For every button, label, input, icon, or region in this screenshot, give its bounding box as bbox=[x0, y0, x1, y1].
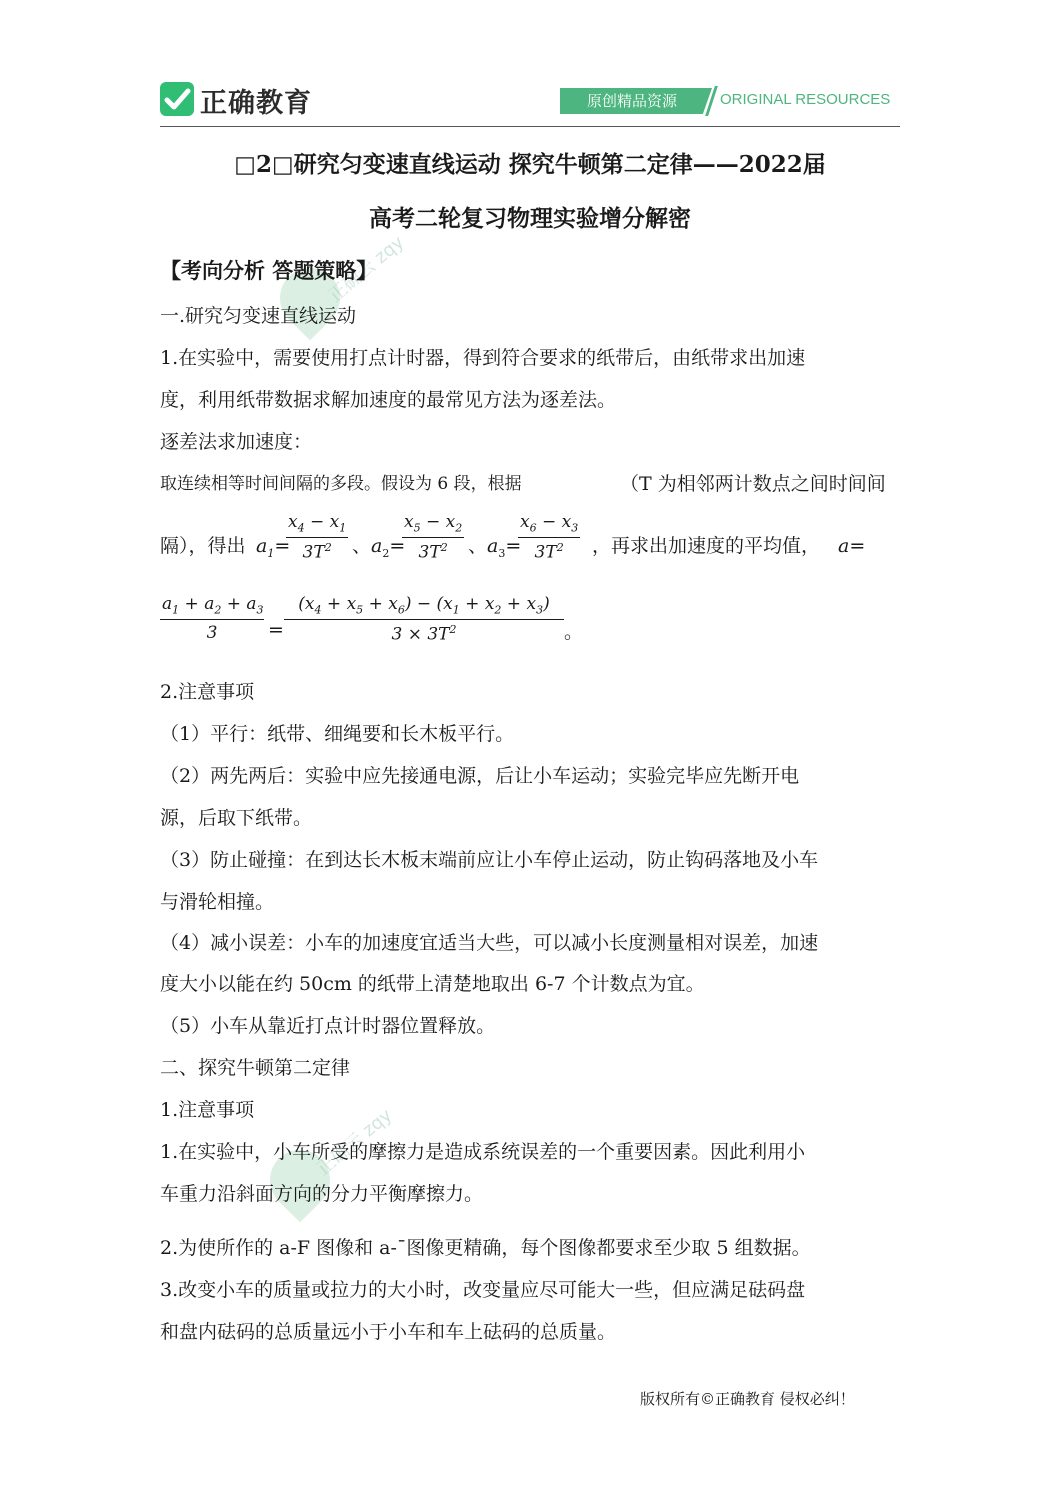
paragraph-line: 和盘内砝码的总质量远小于小车和车上砝码的总质量。 bbox=[160, 1321, 617, 1343]
banner-english-text: ORIGINAL RESOURCES bbox=[720, 91, 891, 108]
formula-separator: 、$a_2=$ bbox=[352, 535, 406, 560]
paragraph-line: 3.改变小车的质量或拉力的大小时，改变量应尽可能大一些，但应满足砝码盘 bbox=[160, 1279, 806, 1301]
logo-check-icon bbox=[160, 82, 194, 116]
part2-heading: 二、探究牛顿第二定律 bbox=[160, 1057, 351, 1079]
document-title-line1: □2□研究匀变速直线运动 探究牛顿第二定律——2022届 bbox=[234, 151, 826, 178]
paragraph-line: 2.为使所作的 a-F 图像和 a-¯图像更精确，每个图像都要求至少取 5 组数据。 bbox=[160, 1237, 811, 1259]
formula-big-fraction: $\frac{(x_4 + x_5 + x_6) - (x_1 + x_2 + x_3)}{3 \times 3T^2}$ bbox=[284, 594, 564, 645]
paragraph-line: 逐差法求加速度： bbox=[160, 431, 313, 453]
paragraph-line: 车重力沿斜面方向的分力平衡摩擦力。 bbox=[160, 1183, 484, 1205]
formula-separator: 、$a_3=$ bbox=[468, 535, 522, 560]
watermark-text: 正确云 zqy bbox=[312, 1104, 397, 1180]
note-item: 与滑轮相撞。 bbox=[160, 891, 275, 913]
notes-heading: 2.注意事项 bbox=[160, 681, 255, 703]
logo-text: 正确教育 bbox=[200, 88, 312, 119]
formula-a1-label: $a_1=$ bbox=[256, 535, 291, 560]
note-item: （2）两先两后：实验中应先接通电源，后让小车运动；实验完毕应先断开电 bbox=[160, 765, 800, 787]
note-item: 度大小以能在约 50cm 的纸带上清楚地取出 6-7 个计数点为宜。 bbox=[160, 973, 705, 995]
paragraph-line: 1.在实验中，需要使用打点计时器，得到符合要求的纸带后，由纸带求出加速 bbox=[160, 347, 806, 369]
note-item: （1）平行：纸带、细绳要和长木板平行。 bbox=[160, 723, 515, 745]
note-item: （4）减小误差：小车的加速度宜适当大些，可以减小长度测量相对误差，加速 bbox=[160, 932, 819, 954]
paragraph-line: 取连续相等时间间隔的多段。假设为 6 段，根据 bbox=[160, 474, 522, 494]
formula-prefix: 隔），得出 bbox=[160, 535, 246, 557]
note-item: 源，后取下纸带。 bbox=[160, 807, 313, 829]
formula-a3-fraction: $\frac{x_6 - x_3}{3T^2}$ bbox=[520, 512, 579, 564]
part1-heading: 一.研究匀变速直线运动 bbox=[160, 305, 357, 327]
note-item: （3）防止碰撞：在到达长木板末端前应让小车停止运动，防止钩码落地及小车 bbox=[160, 849, 819, 871]
formula-a2-fraction: $\frac{x_5 - x_2}{3T^2}$ bbox=[404, 512, 463, 564]
document-title-line2: 高考二轮复习物理实验增分解密 bbox=[369, 205, 691, 232]
section-heading: 【考向分析 答题策略】 bbox=[160, 258, 378, 283]
formula-suffix: ，再求出加速度的平均值， bbox=[592, 535, 821, 557]
formula-period: 。 bbox=[564, 621, 584, 643]
formula-average-fraction: $\frac{a_1 + a_2 + a_3}{3}$ bbox=[162, 594, 264, 644]
paragraph-line: 度，利用纸带数据求解加速度的最常见方法为逐差法。 bbox=[160, 389, 617, 411]
formula-equals: = bbox=[268, 619, 284, 641]
paragraph-line: （T 为相邻两计数点之间时间间 bbox=[620, 473, 886, 495]
copyright-footer: 版权所有©正确教育 侵权必纠！ bbox=[640, 1390, 855, 1408]
watermark-text: 正确云 zqy bbox=[324, 231, 409, 307]
paragraph-line: 1.在实验中，小车所受的摩擦力是造成系统误差的一个重要因素。因此利用小 bbox=[160, 1141, 806, 1163]
formula-a-label: a= bbox=[838, 535, 866, 557]
notes-heading: 1.注意事项 bbox=[160, 1099, 255, 1121]
header-divider bbox=[160, 126, 900, 127]
formula-a1-fraction: $\frac{x_4 - x_1}{3T^2}$ bbox=[288, 512, 347, 564]
banner-text: 原创精品资源 bbox=[586, 92, 677, 110]
note-item: （5）小车从靠近打点计时器位置释放。 bbox=[160, 1015, 496, 1037]
